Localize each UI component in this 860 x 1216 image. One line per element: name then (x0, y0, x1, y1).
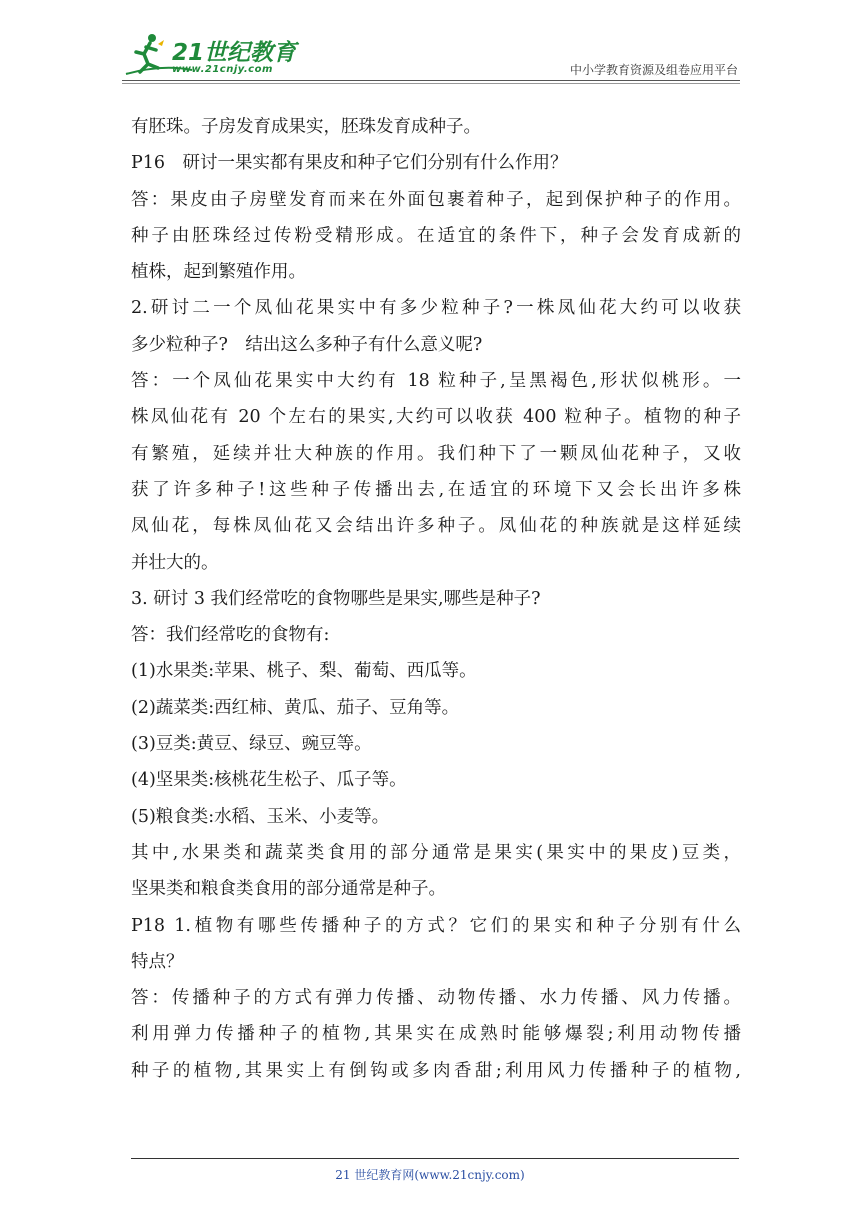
text-line: 获了许多种子!这些种子传播出去,在适宜的环境下又会长出许多株 (131, 479, 741, 500)
text-line: 种子由胚珠经过传粉受精形成。在适宜的条件下，种子会发育成新的 (131, 225, 741, 246)
text-line: 坚果类和粮食类食用的部分通常是种子。 (131, 879, 446, 900)
text-line: 答：我们经常吃的食物有: (131, 625, 330, 646)
text-line: 利用弹力传播种子的植物,其果实在成熟时能够爆裂;利用动物传播 (131, 1024, 741, 1045)
text-line: 答：果皮由子房壁发育而来在外面包裹着种子，起到保护种子的作用。 (131, 189, 741, 210)
text-line: (3)豆类:黄豆、绿豆、豌豆等。 (131, 734, 372, 755)
text-line: 其中,水果类和蔬菜类食用的部分通常是果实(果实中的果皮)豆类， (131, 842, 741, 863)
text-line: 3. 研讨 3 我们经常吃的食物哪些是果实,哪些是种子? (131, 588, 541, 609)
header-divider-thin (122, 83, 740, 84)
logo-text: 21世纪教育 (172, 40, 297, 66)
text-line: 有繁殖，延续并壮大种族的作用。我们种下了一颗凤仙花种子，又收 (131, 443, 741, 464)
logo-url: www.21cnjy.com (172, 64, 273, 75)
footer-divider (131, 1158, 739, 1159)
text-line: 答：一个凤仙花果实中大约有 18 粒种子,呈黑褐色,形状似桃形。一 (131, 371, 741, 392)
text-line: 株凤仙花有 20 个左右的果实,大约可以收获 400 粒种子。植物的种子 (131, 407, 741, 428)
document-body (131, 109, 741, 1089)
text-line: 种子的植物,其果实上有倒钩或多肉香甜;利用风力传播种子的植物, (131, 1060, 741, 1081)
text-line: 有胚珠。子房发育成果实，胚珠发育成种子。 (131, 117, 481, 137)
header-divider (122, 80, 740, 81)
page-header (0, 0, 860, 90)
text-line: (4)坚果类:核桃花生松子、瓜子等。 (131, 770, 407, 791)
text-line: 并壮大的。 (131, 552, 219, 573)
footer-text: 21 世纪教育网(www.21cnjy.com) (335, 1168, 525, 1182)
text-line: (5)粮食类:水稻、玉米、小麦等。 (131, 806, 390, 827)
text-line: 植株，起到繁殖作用。 (131, 262, 306, 283)
text-line: 2.研讨二一个凤仙花果实中有多少粒种子?一株凤仙花大约可以收获 (131, 298, 741, 319)
text-line: P18 1.植物有哪些传播种子的方式？它们的果实和种子分别有什么 (131, 915, 741, 936)
text-line: 答：传播种子的方式有弹力传播、动物传播、水力传播、风力传播。 (131, 988, 741, 1009)
text-line: (2)蔬菜类:西红柿、黄瓜、茄子、豆角等。 (131, 697, 460, 718)
text-line: P16 研讨一果实都有果皮和种子它们分别有什么作用？ (131, 153, 568, 174)
text-line: 特点？ (131, 951, 184, 972)
text-line: 凤仙花，每株凤仙花又会结出许多种子。凤仙花的种族就是这样延续 (131, 516, 741, 537)
text-line: 多少粒种子? 结出这么多种子有什么意义呢? (131, 334, 483, 355)
header-tagline: 中小学教育资源及组卷应用平台 (569, 63, 738, 77)
text-line: (1)水果类:苹果、桃子、梨、葡萄、西瓜等。 (131, 661, 477, 682)
